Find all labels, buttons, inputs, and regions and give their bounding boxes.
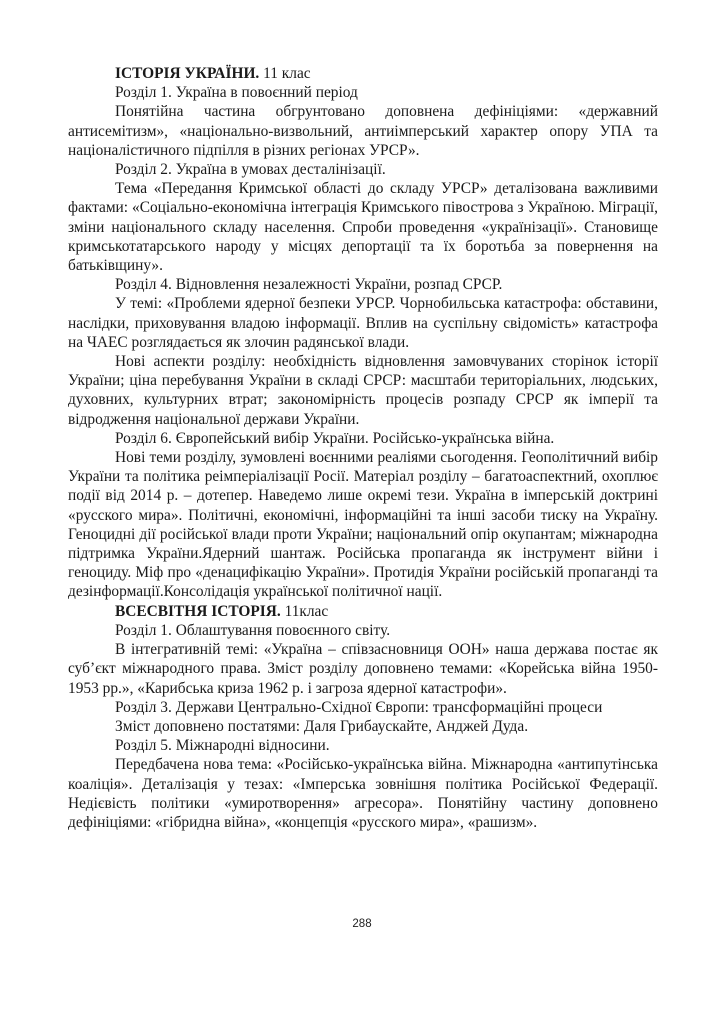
page-content <box>68 64 658 832</box>
heading-grade: 11клас <box>280 602 329 620</box>
paragraph: Розділ 1. Облаштування повоєнного світу. <box>115 621 391 639</box>
paragraph: Розділ 4. Відновлення незалежності України, розпад СРСР. <box>115 276 503 294</box>
section-heading-world-history <box>68 602 658 621</box>
section-heading-ukraine-history <box>68 64 658 83</box>
paragraph: Розділ 1. Україна в повоєнний період <box>115 84 358 102</box>
paragraph: Понятійна частина обгрунтовано доповнена дефініціями: «державний антисемітизм», «національно-визвольний, антиімперський характер опору УПА та націоналістичного підпілля в різних регіонах УРСР». <box>68 103 658 159</box>
paragraph: В інтегративній темі: «Україна – співзасновниця ООН» наша держава постає як суб’єкт міжнародного права. Зміст розділу доповнено темами: «Корейська війна 1950-1953 рр.», «Карибська криза 1962 р. і загроза ядерної катастрофи». <box>68 641 658 697</box>
paragraph: Зміст доповнено постатями: Даля Грибаускайте, Анджей Дуда. <box>115 717 529 735</box>
paragraph: Передбачена нова тема: «Російсько-українська війна. Міжнародна «антипутінська коаліція». Деталізація у тезах: «Імперська зовнішня політика Російської Федерації. Недієвість політики «умиротворення» агресора». Понятійну частину доповнено дефініціями: «гібридна війна», «концепція «русского мира», «рашизм». <box>68 756 658 831</box>
paragraph: Розділ 3. Держави Центрально-Східної Європи: трансформаційні процеси <box>115 698 603 716</box>
paragraph: Нові аспекти розділу: необхідність відновлення замовчуваних сторінок історії України; ціна перебування України в складі СРСР: масштаби територіальних, людських, духовних, культурних втрат; закономірність процесів розпаду СРСР як імперії та відродження національної держави України. <box>68 353 658 428</box>
heading-grade: 11 клас <box>259 65 311 82</box>
paragraph: Нові теми розділу, зумовлені воєнними реаліями сьогодення. Геополітичний вибір України та політика реімперіалізації Росії. Матеріал розділу – багатоаспектний, охоплює події від 2014 р. – дотепер. Наведемо лише окремі тези. Україна в імперській доктрині «русского мира». Політичні, економічні, інформаційні та інші засоби тиску на Україну. Геноцидні дії російської влади проти України; національний опір окупантам; міжнародна підтримка України.Ядерний шантаж. Російська пропаганда як інструмент війни і геноциду. Міф про «денацифікацію України». Протидія України російській пропаганді та дезінформації.Консолідація української політичної нації. <box>68 449 658 601</box>
heading-title: ІСТОРІЯ УКРАЇНИ. <box>115 65 260 82</box>
paragraph: Розділ 2. Україна в умовах десталінізації. <box>115 161 386 179</box>
paragraph: Розділ 6. Європейський вибір України. Російсько-українська війна. <box>115 429 555 447</box>
heading-title: ВСЕСВІТНЯ ІСТОРІЯ. <box>115 602 281 620</box>
paragraph: Розділ 5. Міжнародні відносини. <box>115 737 330 755</box>
page-number: 288 <box>352 918 372 930</box>
paragraph: Тема «Передання Кримської області до складу УРСР» деталізована важливими фактами: «Соціально-економічна інтеграція Кримського півострова з Україною. Міграції, зміни національного складу населення. Спроби проведення «українізації». Становище кримськотатарського народу у місцях депортації та їх боротьба за повернення на батьківщину». <box>68 180 658 275</box>
paragraph: У темі: «Проблеми ядерної безпеки УРСР. Чорнобильська катастрофа: обставини, наслідки, приховування владою інформації. Вплив на суспільну свідомість» катастрофа на ЧАЕС розглядається як злочин радянської влади. <box>68 295 658 351</box>
